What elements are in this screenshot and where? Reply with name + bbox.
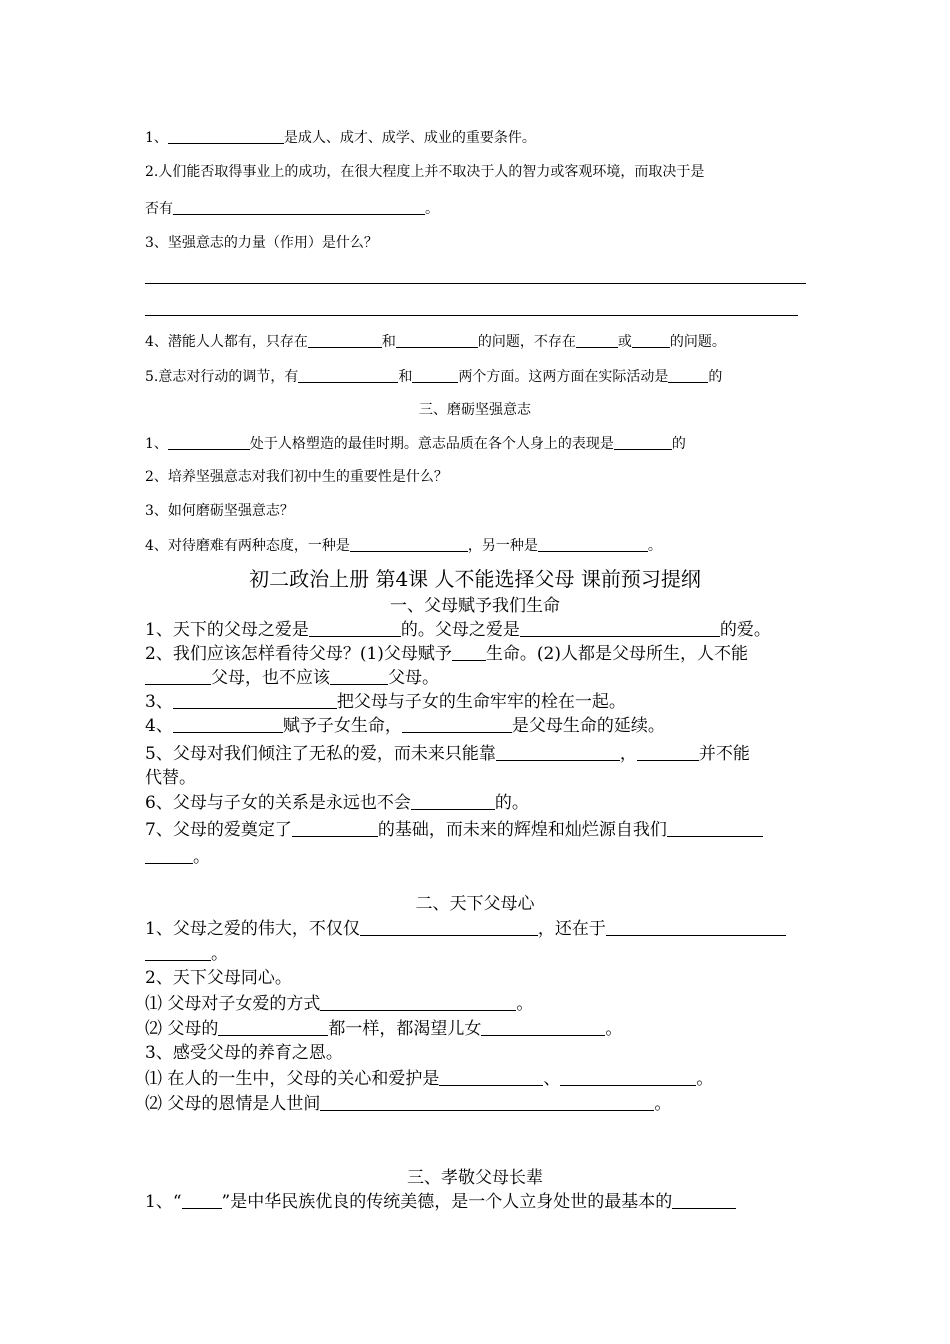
answer-line[interactable] (145, 283, 806, 284)
line-3: 父母，也不应该 父母。 (145, 666, 439, 690)
line-2: 2、我们应该怎样看待父母？(1)父母赋予 生命。(2)人都是父母所生，人不能 (145, 644, 748, 664)
line-16: 3、感受父母的养育之恩。 (145, 1043, 343, 1063)
blank[interactable] (168, 435, 250, 450)
blank[interactable] (668, 368, 708, 383)
line-17: ⑴ 在人的一生中，父母的关心和爱护是 、 。 (145, 1069, 714, 1089)
question-5: 5.意志对行动的调节，有 和 两个方面。这两方面在实际活动是 的 (145, 369, 723, 385)
blank[interactable] (439, 1068, 543, 1086)
question-2: 2、培养坚强意志对我们初中生的重要性是什么？ (145, 469, 448, 485)
lesson-title: 初二政治上册 第4课 人不能选择父母 课前预习提纲 (249, 567, 701, 591)
blank[interactable] (412, 368, 458, 383)
blank[interactable] (560, 1068, 696, 1086)
line-11: 1、父母之爱的伟大，不仅仅 ，还在于 (145, 917, 786, 941)
section-heading: 一、父母赋予我们生命 (390, 596, 560, 616)
blank[interactable] (309, 619, 401, 637)
question-1: 1、 处于人格塑造的最佳时期。意志品质在各个人身上的表现是 的 (145, 436, 686, 452)
line-8: 6、父母与子女的关系是永远也不会 的。 (145, 793, 529, 813)
blank[interactable] (173, 691, 337, 709)
blank[interactable] (576, 333, 618, 348)
line-19: 1、“ ”是中华民族优良的传统美德，是一个人立身处世的最基本的 (145, 1190, 736, 1214)
question-1: 1、 是成人、成才、成学、成业的重要条件。 (145, 130, 536, 146)
blank[interactable] (308, 333, 382, 348)
section-heading: 二、天下父母心 (415, 894, 535, 914)
blank[interactable] (452, 643, 486, 661)
question-2-line-1: 2.人们能否取得事业上的成功，在很大程度上并不取决于人的智力或客观环境，而取决于是 (145, 164, 705, 180)
blank[interactable] (667, 819, 763, 837)
blank[interactable] (320, 993, 516, 1011)
question-2-line-2: 否有 。 (145, 201, 439, 217)
section-heading: 三、磨砺坚强意志 (419, 402, 531, 418)
line-13: 2、天下父母同心。 (145, 968, 292, 988)
blank[interactable] (168, 129, 284, 144)
line-9: 7、父母的爱奠定了 的基础，而未来的辉煌和灿烂源自我们 (145, 818, 763, 842)
blank[interactable] (298, 368, 398, 383)
blank[interactable] (360, 918, 538, 936)
line-12: 。 (145, 942, 228, 966)
blank[interactable] (218, 1018, 328, 1036)
question-3: 3、如何磨砺坚强意志？ (145, 503, 294, 519)
line-6: 5、父母对我们倾注了无私的爱，而未来只能靠 ， 并不能 (145, 744, 750, 764)
line-7: 代替。 (145, 768, 196, 788)
blank[interactable] (173, 200, 425, 215)
blank[interactable] (520, 619, 720, 637)
line-18: ⑵ 父母的恩情是人世间 。 (145, 1094, 672, 1114)
blank[interactable] (173, 715, 283, 733)
blank[interactable] (411, 792, 495, 810)
blank[interactable] (396, 333, 478, 348)
blank[interactable] (145, 943, 211, 961)
line-4: 3、 把父母与子女的生命牢牢的栓在一起。 (145, 692, 626, 712)
line-10: 。 (145, 845, 210, 869)
blank[interactable] (145, 667, 211, 685)
line-14: ⑴ 父母对子女爱的方式 。 (145, 994, 534, 1014)
blank[interactable] (320, 1093, 654, 1111)
blank[interactable] (292, 819, 378, 837)
blank[interactable] (614, 435, 672, 450)
line-5: 4、 赋予子女生命， 是父母生命的延续。 (145, 716, 665, 736)
blank[interactable] (481, 1018, 605, 1036)
question-4: 4、对待磨难有两种态度，一种是 ，另一种是 。 (145, 538, 662, 554)
blank[interactable] (145, 846, 193, 864)
blank[interactable] (350, 537, 468, 552)
blank[interactable] (672, 1191, 736, 1209)
blank[interactable] (538, 537, 648, 552)
blank[interactable] (182, 1191, 222, 1209)
answer-line[interactable] (145, 315, 798, 316)
section-heading: 三、孝敬父母长辈 (407, 1168, 543, 1188)
blank[interactable] (606, 918, 786, 936)
blank[interactable] (402, 715, 512, 733)
blank[interactable] (330, 667, 388, 685)
question-4: 4、潜能人人都有，只存在 和 的问题，不存在 或 的问题。 (145, 334, 726, 350)
blank[interactable] (637, 743, 699, 761)
blank[interactable] (496, 743, 620, 761)
line-1: 1、天下的父母之爱是 的。父母之爱是 的爱。 (145, 620, 771, 640)
line-15: ⑵ 父母的 都一样，都渴望儿女 。 (145, 1019, 623, 1039)
question-3: 3、坚强意志的力量（作用）是什么？ (145, 235, 378, 251)
blank[interactable] (632, 333, 670, 348)
